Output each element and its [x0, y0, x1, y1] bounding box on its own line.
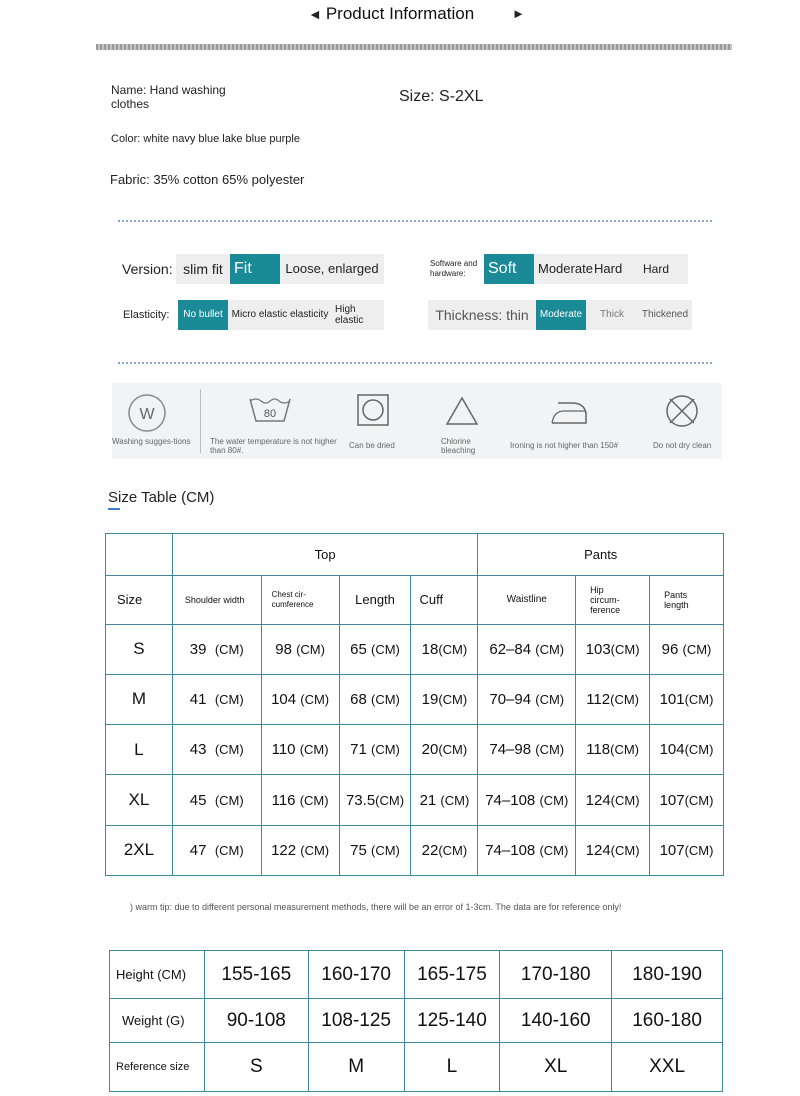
value: 124 [585, 841, 611, 859]
table-cell: 140-160 [500, 999, 612, 1043]
value: 116 [271, 791, 296, 809]
table-row [106, 825, 724, 875]
table-cell: 160-180 [612, 999, 723, 1043]
software-label: Software and hardware: [430, 259, 478, 278]
care-label: Ironing is not higher than 150# [510, 441, 619, 450]
unit: (CM) [299, 792, 329, 808]
value: 74–108 [485, 791, 536, 809]
table-row [110, 999, 723, 1043]
version-option-slim-fit[interactable]: slim fit [176, 254, 230, 284]
software-option-soft[interactable]: Soft [484, 254, 534, 284]
value: 62–84 [489, 640, 532, 658]
value: 74–98 [489, 741, 532, 759]
value: 104 [659, 741, 685, 759]
care-instructions [112, 383, 722, 459]
unit: (CM) [375, 792, 405, 808]
table-cell: 160-170 [308, 951, 404, 999]
care-label: Chlorine bleaching [441, 437, 476, 455]
elasticity-label: Elasticity: [123, 309, 170, 321]
table-cell: 155-165 [204, 951, 308, 999]
unit: (CM) [684, 792, 714, 808]
value: 75 [350, 841, 367, 859]
unit: (CM) [300, 842, 330, 858]
row-label: Weight (G) [110, 999, 205, 1043]
value: 43 [189, 741, 207, 759]
page-title: Product Information [325, 4, 475, 23]
unit: (CM) [682, 641, 712, 657]
unit: (CM) [214, 691, 244, 707]
table-cell: M [308, 1043, 404, 1092]
bleach-icon [444, 395, 480, 427]
care-label: Can be dried [349, 441, 395, 450]
size-table [105, 533, 724, 876]
elasticity-option-micro[interactable]: Micro elastic elasticity [228, 300, 332, 330]
value: 124 [585, 791, 611, 809]
software-option-hard-1[interactable]: Hard [594, 254, 624, 284]
value: 118 [586, 741, 611, 759]
size-cell: S [106, 624, 173, 674]
value: 41 [189, 690, 207, 708]
table-cell: 165-175 [404, 951, 500, 999]
value: 107 [659, 791, 685, 809]
thickness-option-thick[interactable]: Thick [586, 300, 638, 330]
value: 47 [189, 841, 207, 859]
unit: (CM) [610, 842, 640, 858]
svg-text:80: 80 [263, 408, 277, 420]
column-header: Hip circum-ference [576, 576, 650, 624]
value: 103 [585, 640, 611, 658]
column-header: Waistline [478, 576, 576, 624]
care-dry-clean [648, 383, 722, 459]
unit: (CM) [371, 842, 400, 858]
value: 112 [586, 690, 611, 708]
column-header: Size [106, 576, 173, 624]
table-cell: 108-125 [308, 999, 404, 1043]
value: 107 [659, 841, 685, 859]
value: 98 [275, 640, 292, 658]
size-cell: 2XL [106, 825, 173, 875]
svg-text:W: W [139, 406, 155, 423]
unit: (CM) [684, 742, 714, 758]
value: 101 [659, 690, 685, 708]
tumble-dry-icon [356, 393, 390, 427]
column-header: Pants length [650, 576, 724, 624]
arrow-right-icon[interactable]: ► [512, 6, 525, 21]
dotted-divider [118, 362, 712, 364]
unit: (CM) [610, 742, 640, 758]
version-option-loose[interactable]: Loose, enlarged [280, 254, 384, 284]
water-temperature-icon [248, 395, 292, 425]
care-separator [200, 389, 201, 453]
no-dry-clean-icon [664, 393, 700, 429]
unit: (CM) [539, 842, 569, 858]
unit: (CM) [535, 641, 565, 657]
table-cell: S [204, 1043, 308, 1092]
table-row [106, 674, 724, 724]
unit: (CM) [610, 792, 640, 808]
value: 71 [350, 741, 367, 759]
unit: (CM) [299, 742, 329, 758]
arrow-left-icon[interactable]: ◄ [308, 6, 322, 22]
group-header-pants: Pants [478, 534, 724, 576]
value: 65 [350, 640, 367, 658]
thickness-option-thickened[interactable]: Thickened [638, 300, 692, 330]
unit: (CM) [214, 742, 244, 758]
table-cell: L [404, 1043, 500, 1092]
value: 21 [419, 791, 437, 809]
column-header: Cuff [411, 576, 478, 624]
dotted-divider [118, 220, 712, 222]
row-label: Reference size [110, 1043, 205, 1092]
elasticity-option-no-bullet[interactable]: No bullet [178, 300, 228, 330]
value: 74–108 [485, 841, 536, 859]
table-cell: 125-140 [404, 999, 500, 1043]
size-table-title: Size Table (CM) [108, 489, 215, 506]
thickness-label: Thickness: thin [428, 300, 536, 330]
hand-wash-icon [127, 393, 167, 433]
table-cell: XXL [612, 1043, 723, 1092]
value: 18 [421, 640, 439, 658]
size-cell: M [106, 674, 173, 724]
care-dry [346, 383, 406, 459]
version-label: Version: [122, 261, 173, 277]
size-cell: XL [106, 775, 173, 825]
unit: (CM) [214, 792, 244, 808]
table-cell: 170-180 [500, 951, 612, 999]
table-cell: 90-108 [204, 999, 308, 1043]
product-name: Name: Hand washing clothes [111, 83, 226, 111]
column-header: Shoulder width [172, 576, 261, 624]
table-row [106, 775, 724, 825]
unit: (CM) [371, 691, 400, 707]
table-row [106, 725, 724, 775]
table-cell: XL [500, 1043, 612, 1092]
value: 39 [189, 640, 207, 658]
thickness-option-moderate[interactable]: Moderate [536, 300, 586, 330]
product-color: Color: white navy blue lake blue purple [111, 133, 300, 145]
unit: (CM) [296, 641, 325, 657]
care-label: The water temperature is not higher than 80#. [210, 437, 337, 455]
product-size: Size: S-2XL [399, 88, 484, 105]
care-hand-wash [112, 383, 200, 459]
value: 104 [271, 690, 297, 708]
unit: (CM) [214, 641, 244, 657]
unit: (CM) [300, 691, 330, 707]
unit: (CM) [535, 691, 565, 707]
measurement-tip: ) warm tip: due to different personal measurement methods, there will be an error of 1-3cm. The data are for reference only! [130, 902, 622, 912]
value: 70–94 [489, 690, 532, 708]
value: 122 [271, 841, 297, 859]
unit: (CM) [539, 792, 569, 808]
size-cell: L [106, 725, 173, 775]
software-option-hard-2[interactable]: Hard [624, 254, 688, 284]
iron-icon [548, 395, 590, 427]
unit: (CM) [610, 691, 640, 707]
care-bleach [440, 383, 500, 459]
value: 20 [421, 741, 439, 759]
value: 19 [421, 690, 439, 708]
value: 110 [271, 741, 296, 759]
column-header: Length [339, 576, 411, 624]
header-divider [96, 44, 732, 50]
reference-size-table [109, 950, 723, 1092]
value: 45 [189, 791, 207, 809]
column-header: Chest cir-cumference [261, 576, 339, 624]
value: 22 [421, 841, 439, 859]
unit: (CM) [438, 641, 468, 657]
value: 73.5 [345, 791, 376, 809]
version-option-fit[interactable]: Fit [230, 254, 280, 284]
table-row [110, 951, 723, 999]
unit: (CM) [440, 792, 470, 808]
unit: (CM) [214, 842, 244, 858]
software-option-moderate[interactable]: Moderate [534, 254, 594, 284]
value: 68 [350, 690, 367, 708]
table-cell: 180-190 [612, 951, 723, 999]
value: 96 [661, 640, 679, 658]
table-corner [106, 534, 173, 576]
table-row [110, 1043, 723, 1092]
unit: (CM) [371, 742, 400, 758]
unit: (CM) [438, 691, 468, 707]
title-accent [108, 508, 120, 510]
table-row [106, 624, 724, 674]
unit: (CM) [610, 641, 640, 657]
care-iron [508, 383, 638, 459]
elasticity-option-high[interactable]: High elastic [332, 300, 384, 330]
unit: (CM) [684, 691, 714, 707]
unit: (CM) [371, 641, 400, 657]
unit: (CM) [684, 842, 714, 858]
care-label: Washing sugges-tions [112, 437, 191, 446]
group-header-top: Top [172, 534, 478, 576]
unit: (CM) [438, 742, 468, 758]
care-water-temp [208, 383, 344, 459]
care-label: Do not dry clean [653, 441, 712, 450]
unit: (CM) [535, 742, 565, 758]
unit: (CM) [438, 842, 468, 858]
row-label: Height (CM) [110, 951, 205, 999]
product-fabric: Fabric: 35% cotton 65% polyester [110, 172, 305, 187]
